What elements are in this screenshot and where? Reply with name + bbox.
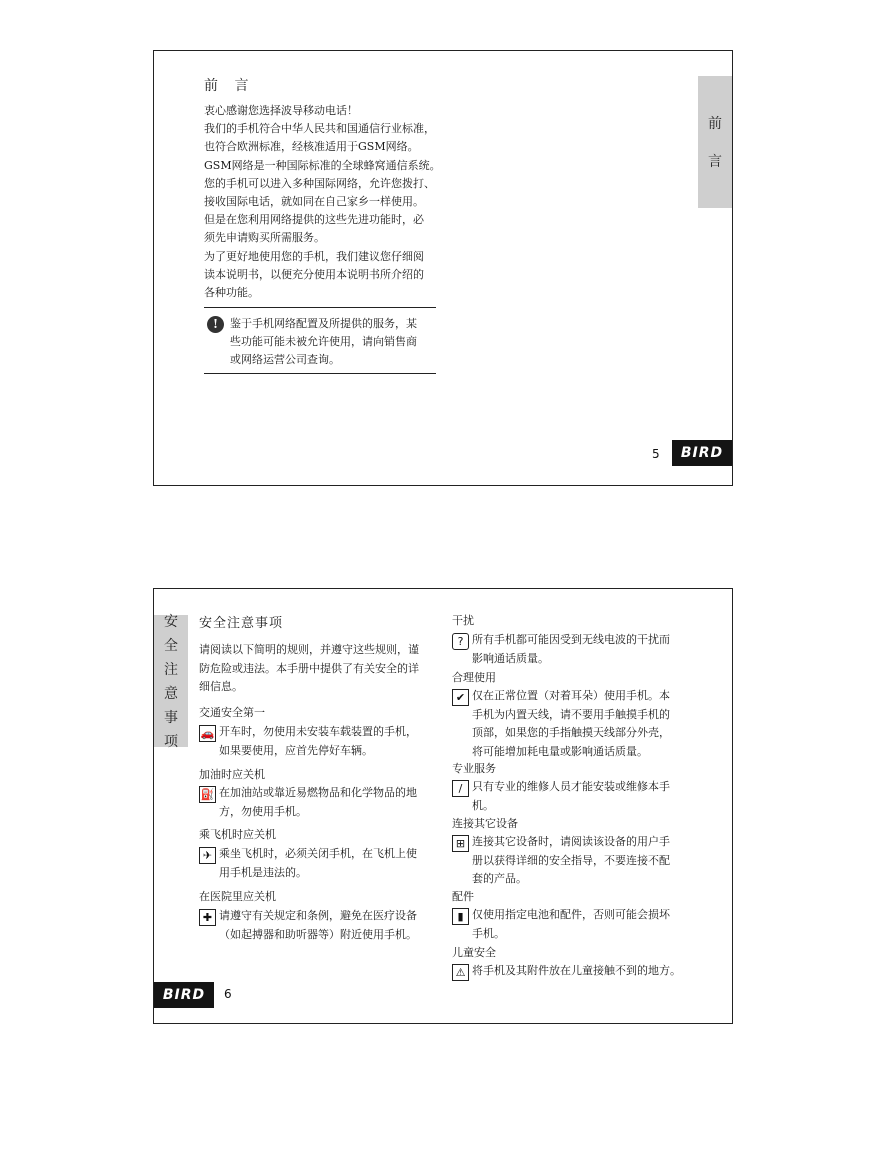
page-number: 5 (652, 447, 660, 461)
item-text (219, 907, 417, 944)
item-line: 乘坐飞机时，必须关闭手机，在飞机上使 (219, 847, 417, 860)
item-text (472, 833, 670, 889)
screwdriver-icon: / (452, 780, 469, 797)
note-line: 或网络运营公司查询。 (230, 353, 340, 366)
side-tab-char: 项 (164, 734, 178, 750)
item-line: 手机为内置天线，请不要用手触摸手机的 (472, 707, 670, 721)
paragraph-line: 接收国际电话，就如同在自己家乡一样使用。 (204, 195, 424, 209)
intro-paragraph (199, 641, 419, 697)
section-title: 交通安全第一 (199, 706, 265, 719)
paragraph-line: 衷心感谢您选择波导移动电话！ (204, 104, 358, 117)
item-line: 仅在正常位置（对着耳朵）使用手机。本 (472, 689, 670, 702)
section-title: 乘飞机时应关机 (199, 828, 276, 841)
side-tab-char: 事 (164, 710, 178, 726)
item-line: （如起搏器和助听器等）附近使用手机。 (219, 927, 417, 941)
intro-line: 请阅读以下简明的规则，并遵守这些规则，谨 (199, 643, 419, 656)
paragraph-line: 读本说明书，以便充分使用本说明书所介绍的 (204, 267, 424, 281)
paragraph-line: 为了更好地使用您的手机，我们建议您仔细阅 (204, 249, 424, 263)
paragraph-line: 我们的手机符合中华人民共和国通信行业标准， (204, 122, 435, 136)
side-tab-char: 安 (164, 614, 178, 630)
side-tab-char: 意 (164, 686, 178, 702)
page-number: 6 (224, 987, 232, 1001)
note-line: 鉴于手机网络配置及所提供的服务，某 (230, 317, 417, 330)
side-tab-char: 注 (164, 662, 178, 678)
note-box (204, 307, 436, 374)
item-line: 将手机及其附件放在儿童接触不到的地方。 (472, 964, 681, 977)
section-title: 干扰 (452, 614, 474, 627)
item-line: 如果要使用，应首先停好车辆。 (219, 743, 373, 757)
item-text (472, 687, 670, 761)
section-title: 加油时应关机 (199, 768, 265, 781)
paragraph-line: GSM网络是一种国际标准的全球蜂窝通信系统。 (204, 158, 441, 172)
connect-device-icon: ⊞ (452, 835, 469, 852)
item-line: 将可能增加耗电量或影响通话质量。 (472, 744, 648, 758)
bird-logo: BIRD (154, 982, 214, 1008)
item-text (472, 962, 681, 981)
item-line: 顶部，如果您的手指触摸天线部分外壳， (472, 726, 670, 739)
item-line: 套的产品。 (472, 872, 527, 885)
section-title: 在医院里应关机 (199, 890, 276, 903)
intro-line: 防危险或违法。本手册中提供了有关安全的详 (199, 661, 419, 675)
section-title: 合理使用 (452, 671, 496, 684)
manual-page-5 (153, 50, 733, 486)
item-line: 连接其它设备时，请阅读该设备的用户手 (472, 835, 670, 848)
checkmark-icon: ✔ (452, 689, 469, 706)
item-text (219, 845, 417, 882)
side-tab-char: 全 (164, 638, 178, 654)
section-title: 连接其它设备 (452, 817, 518, 830)
item-line: 只有专业的维修人员才能安装或维修本手 (472, 780, 670, 793)
exclamation-icon: ! (207, 316, 224, 333)
manual-page-6 (153, 588, 733, 1024)
side-tab-char: 前 (708, 116, 722, 132)
item-text (472, 906, 670, 943)
battery-icon: ▮ (452, 908, 469, 925)
preface-paragraph (204, 102, 454, 302)
section-title: 儿童安全 (452, 946, 496, 959)
note-line: 些功能可能未被允许使用，请向销售商 (230, 335, 417, 348)
section-title: 配件 (452, 890, 474, 903)
airplane-icon: ✈ (199, 847, 216, 864)
side-tab-preface (698, 76, 732, 208)
item-line: 机。 (472, 798, 494, 812)
item-line: 用手机是违法的。 (219, 865, 307, 879)
page-title: 前 言 (204, 78, 255, 94)
item-line: 仅使用指定电池和配件，否则可能会损坏 (472, 908, 670, 921)
item-text (472, 631, 670, 668)
item-line: 在加油站或靠近易燃物品和化学物品的地 (219, 786, 417, 799)
interference-icon: ? (452, 633, 469, 650)
side-tab-char: 言 (708, 154, 722, 170)
item-line: 所有手机都可能因受到无线电波的干扰而 (472, 633, 670, 646)
warning-triangle-icon: ⚠ (452, 964, 469, 981)
item-text (472, 778, 670, 815)
paragraph-line: 须先申请购买所需服务。 (204, 231, 325, 245)
fuel-pump-icon: ⛽ (200, 788, 215, 801)
paragraph-line: 但是在您利用网络提供的这些先进功能时，必 (204, 213, 424, 227)
car-icon: 🚗 (200, 727, 215, 740)
item-line: 开车时，勿使用未安装车载装置的手机， (219, 725, 417, 738)
paragraph-line: 您的手机可以进入多种国际网络，允许您拨打、 (204, 176, 435, 190)
item-text (219, 723, 417, 760)
bird-logo: BIRD (672, 440, 732, 466)
paragraph-line: 也符合欧洲标准，经核准适用于GSM网络。 (204, 140, 419, 154)
item-line: 册以获得详细的安全指导，不要连接不配 (472, 853, 670, 867)
side-tab-safety (154, 614, 188, 750)
item-line: 影响通话质量。 (472, 651, 549, 665)
item-line: 手机。 (472, 926, 505, 940)
intro-line: 细信息。 (199, 680, 243, 693)
paragraph-line: 各种功能。 (204, 286, 259, 300)
page-title: 安全注意事项 (199, 616, 284, 631)
item-text (219, 784, 417, 821)
note-text (230, 315, 417, 369)
medical-cross-icon: ✚ (199, 909, 216, 926)
section-title: 专业服务 (452, 762, 496, 775)
item-line: 请遵守有关规定和条例，避免在医疗设备 (219, 909, 417, 922)
item-line: 方，勿使用手机。 (219, 804, 307, 818)
